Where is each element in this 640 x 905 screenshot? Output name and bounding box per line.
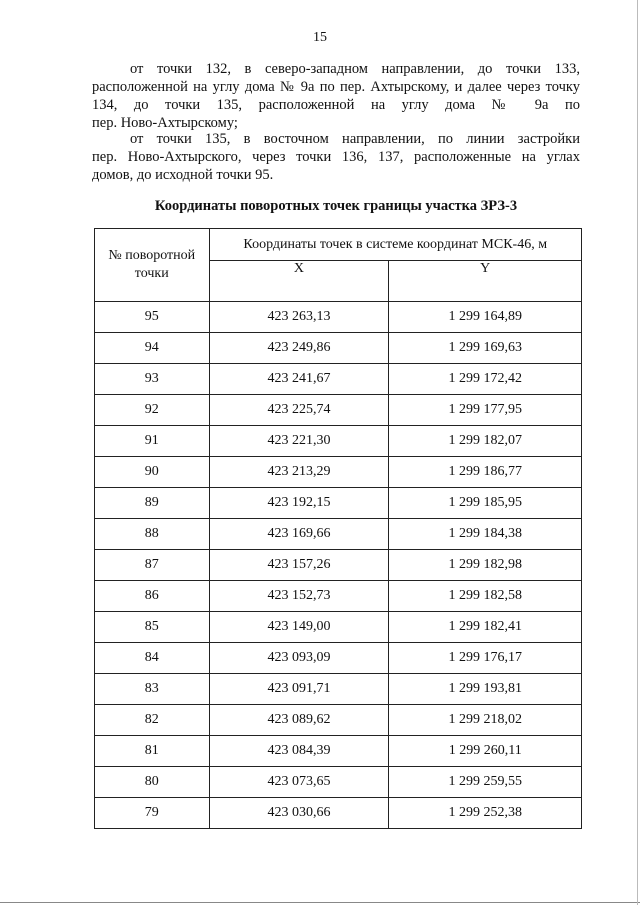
paragraph-line: домов, до исходной точки 95. [92, 167, 274, 183]
scan-edge-bottom [0, 902, 640, 903]
header-y: Y [389, 261, 582, 302]
cell-y: 1 299 182,41 [389, 612, 582, 643]
cell-point-number: 94 [95, 333, 210, 364]
table-body [95, 302, 582, 829]
cell-y: 1 299 176,17 [389, 643, 582, 674]
table-row [95, 457, 582, 488]
cell-x: 423 169,66 [209, 519, 389, 550]
table-title: Координаты поворотных точек границы участка ЗРЗ-3 [154, 198, 518, 214]
paragraph-line: от точки 135, в восточном направлении, по линии застройки [130, 131, 580, 147]
cell-y: 1 299 252,38 [389, 798, 582, 829]
cell-y: 1 299 184,38 [389, 519, 582, 550]
paragraph-boundary-132-135 [92, 60, 580, 132]
paragraph-line: пер. Ново-Ахтырскому; [92, 115, 238, 131]
cell-y: 1 299 182,07 [389, 426, 582, 457]
table-row [95, 302, 582, 333]
cell-point-number: 91 [95, 426, 210, 457]
table-row [95, 395, 582, 426]
cell-point-number: 79 [95, 798, 210, 829]
cell-y: 1 299 177,95 [389, 395, 582, 426]
cell-y: 1 299 259,55 [389, 767, 582, 798]
cell-point-number: 88 [95, 519, 210, 550]
cell-x: 423 089,62 [209, 705, 389, 736]
cell-y: 1 299 164,89 [389, 302, 582, 333]
cell-x: 423 093,09 [209, 643, 389, 674]
cell-x: 423 030,66 [209, 798, 389, 829]
cell-x: 423 157,26 [209, 550, 389, 581]
cell-x: 423 073,65 [209, 767, 389, 798]
table-row [95, 643, 582, 674]
scan-edge-right [637, 0, 638, 905]
cell-point-number: 86 [95, 581, 210, 612]
table-row [95, 488, 582, 519]
cell-x: 423 241,67 [209, 364, 389, 395]
cell-point-number: 95 [95, 302, 210, 333]
cell-x: 423 091,71 [209, 674, 389, 705]
paragraph-boundary-135-95 [92, 130, 580, 184]
table-row [95, 333, 582, 364]
cell-x: 423 263,13 [209, 302, 389, 333]
table-row [95, 364, 582, 395]
paragraph-line: пер. Ново-Ахтырского, через точки 136, 137, расположенные на углах [92, 149, 580, 165]
cell-point-number: 84 [95, 643, 210, 674]
cell-y: 1 299 169,63 [389, 333, 582, 364]
cell-x: 423 149,00 [209, 612, 389, 643]
paragraph-line: 134, до точки 135, расположенной на углу дома № 9а по [92, 97, 580, 113]
cell-y: 1 299 218,02 [389, 705, 582, 736]
cell-y: 1 299 185,95 [389, 488, 582, 519]
cell-x: 423 213,29 [209, 457, 389, 488]
table-row [95, 581, 582, 612]
table-row [95, 705, 582, 736]
paragraph-line: расположенной на углу дома № 9а по пер. Ахтырскому, и далее через точку [92, 79, 580, 95]
table-row [95, 612, 582, 643]
cell-x: 423 249,86 [209, 333, 389, 364]
paragraph-line: от точки 132, в северо-западном направлении, до точки 133, [130, 61, 580, 77]
table-row [95, 736, 582, 767]
cell-x: 423 152,73 [209, 581, 389, 612]
cell-y: 1 299 182,58 [389, 581, 582, 612]
header-point-number: № поворотной точки [95, 229, 210, 302]
cell-point-number: 82 [95, 705, 210, 736]
cell-y: 1 299 193,81 [389, 674, 582, 705]
cell-y: 1 299 186,77 [389, 457, 582, 488]
coordinates-table [94, 228, 582, 829]
page-number: 15 [313, 30, 327, 45]
table-row [95, 426, 582, 457]
table-row [95, 798, 582, 829]
table-row [95, 519, 582, 550]
cell-point-number: 92 [95, 395, 210, 426]
cell-x: 423 084,39 [209, 736, 389, 767]
cell-x: 423 192,15 [209, 488, 389, 519]
cell-point-number: 93 [95, 364, 210, 395]
cell-y: 1 299 182,98 [389, 550, 582, 581]
cell-x: 423 225,74 [209, 395, 389, 426]
cell-point-number: 83 [95, 674, 210, 705]
cell-y: 1 299 260,11 [389, 736, 582, 767]
table-row [95, 674, 582, 705]
cell-x: 423 221,30 [209, 426, 389, 457]
table-row [95, 767, 582, 798]
header-coordinate-system: Координаты точек в системе координат МСК-46, м [209, 229, 582, 261]
cell-point-number: 87 [95, 550, 210, 581]
cell-point-number: 89 [95, 488, 210, 519]
cell-point-number: 90 [95, 457, 210, 488]
cell-y: 1 299 172,42 [389, 364, 582, 395]
table-row [95, 550, 582, 581]
cell-point-number: 85 [95, 612, 210, 643]
header-x: X [209, 261, 389, 302]
cell-point-number: 80 [95, 767, 210, 798]
cell-point-number: 81 [95, 736, 210, 767]
